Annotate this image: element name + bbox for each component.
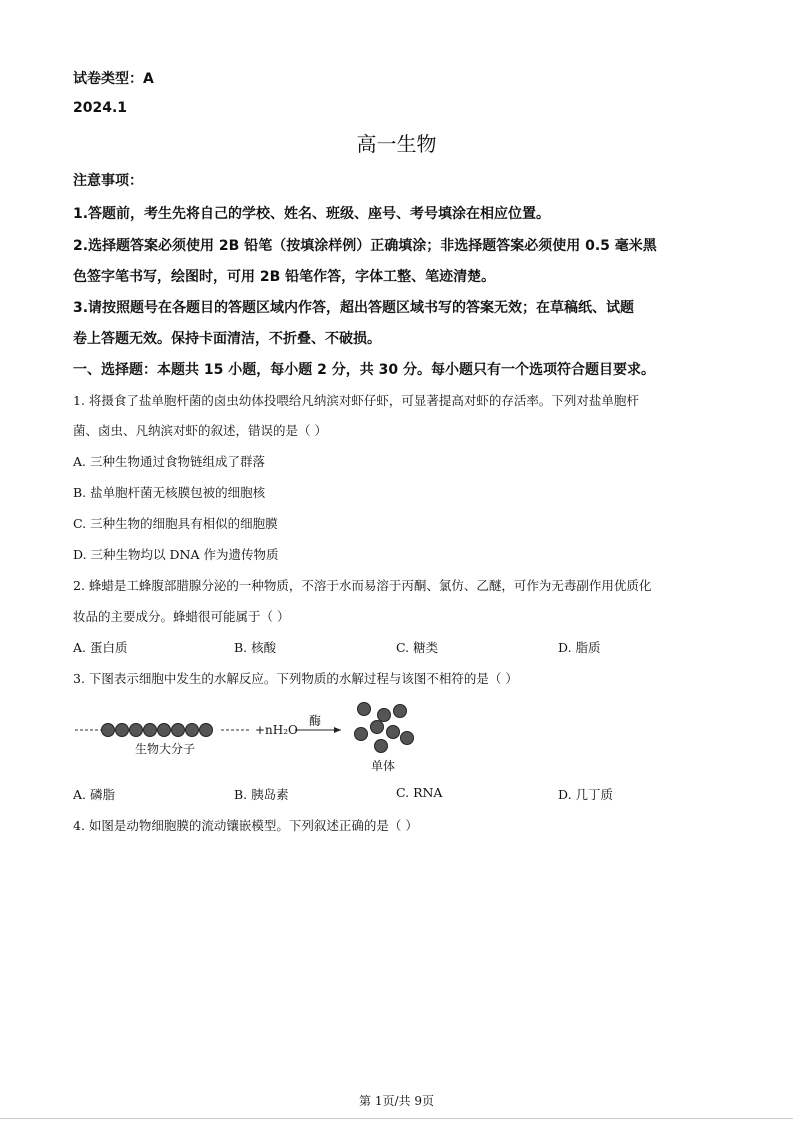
monomer bbox=[371, 721, 384, 734]
arrow-head bbox=[334, 727, 341, 733]
notice-item-2-line-2: 色签字笔书写，绘图时，可用 2B 铅笔作答，字体工整、笔迹清楚。 bbox=[73, 269, 496, 285]
chain-bead bbox=[158, 724, 171, 737]
macromolecule-chain bbox=[102, 724, 213, 737]
page-bottom-rule bbox=[0, 1118, 793, 1119]
question-1-option-c: C. 三种生物的细胞具有相似的细胞膜 bbox=[73, 516, 278, 531]
macromolecule-label: 生物大分子 bbox=[135, 742, 196, 756]
monomer bbox=[394, 705, 407, 718]
section-heading: 一、选择题：本题共 15 小题，每小题 2 分，共 30 分。每小题只有一个选项符合题目要求。 bbox=[73, 362, 655, 378]
page-title: 高一生物 bbox=[356, 132, 437, 156]
question-2-option-b: B. 核酸 bbox=[234, 640, 277, 655]
monomer-cluster bbox=[355, 703, 414, 753]
question-2-option-d: D. 脂质 bbox=[558, 640, 601, 655]
question-2-option-c: C. 糖类 bbox=[396, 640, 439, 655]
notice-item-2-line-1: 2.选择题答案必须使用 2B 铅笔（按填涂样例）正确填涂；非选择题答案必须使用 0.5 毫米黑 bbox=[73, 238, 657, 254]
exam-date: 2024.1 bbox=[73, 100, 128, 116]
monomer bbox=[401, 732, 414, 745]
chain-bead bbox=[186, 724, 199, 737]
monomer-label: 单体 bbox=[371, 759, 396, 773]
chain-bead bbox=[130, 724, 143, 737]
question-2-option-a: A. 蛋白质 bbox=[73, 640, 128, 655]
question-1-option-a: A. 三种生物通过食物链组成了群落 bbox=[73, 454, 265, 469]
question-2-line-2: 妆品的主要成分。蜂蜡很可能属于（ ） bbox=[73, 609, 290, 624]
question-2-line-1: 2. 蜂蜡是工蜂腹部腊腺分泌的一种物质，不溶于水而易溶于丙酮、氯仿、乙醚，可作为无毒副作用优质化 bbox=[73, 578, 652, 593]
paper-type: 试卷类型：A bbox=[73, 71, 154, 87]
question-1-line-2: 菌、卤虫、凡纳滨对虾的叙述，错误的是（ ） bbox=[73, 423, 327, 438]
monomer bbox=[375, 740, 388, 753]
page-number: 第 1页/共 9页 bbox=[359, 1094, 434, 1108]
water-label: +nH₂O bbox=[255, 723, 298, 737]
question-3-option-d: D. 几丁质 bbox=[558, 787, 614, 802]
question-3-line-1: 3. 下图表示细胞中发生的水解反应。下列物质的水解过程与该图不相符的是（ ） bbox=[73, 671, 518, 686]
notice-item-3-line-1: 3.请按照题号在各题目的答题区域内作答，超出答题区域书写的答案无效；在草稿纸、试题 bbox=[73, 300, 635, 316]
notice-item-1: 1.答题前，考生先将自己的学校、姓名、班级、座号、考号填涂在相应位置。 bbox=[73, 206, 551, 222]
monomer bbox=[387, 726, 400, 739]
question-3-option-a: A. 磷脂 bbox=[73, 787, 115, 802]
chain-bead bbox=[116, 724, 129, 737]
enzyme-label: 酶 bbox=[309, 714, 322, 728]
monomer bbox=[358, 703, 371, 716]
notice-heading: 注意事项： bbox=[73, 173, 143, 189]
chain-bead bbox=[102, 724, 115, 737]
notice-item-3-line-2: 卷上答题无效。保持卡面清洁，不折叠、不破损。 bbox=[73, 331, 381, 347]
monomer bbox=[378, 709, 391, 722]
hydrolysis-figure bbox=[73, 698, 433, 776]
question-1-option-d: D. 三种生物均以 DNA 作为遗传物质 bbox=[73, 547, 279, 562]
question-1-line-1: 1. 将摄食了盐单胞杆菌的卤虫幼体投喂给凡纳滨对虾仔虾，可显著提高对虾的存活率。下列对盐单胞杆 bbox=[73, 393, 639, 408]
question-3-option-c: C. RNA bbox=[396, 785, 443, 800]
question-1-option-b: B. 盐单胞杆菌无核膜包被的细胞核 bbox=[73, 485, 266, 500]
chain-bead bbox=[200, 724, 213, 737]
monomer bbox=[355, 728, 368, 741]
question-3-option-b: B. 胰岛素 bbox=[234, 787, 289, 802]
chain-bead bbox=[172, 724, 185, 737]
chain-bead bbox=[144, 724, 157, 737]
question-4-line-1: 4. 如图是动物细胞膜的流动镶嵌模型。下列叙述正确的是（ ） bbox=[73, 818, 418, 833]
